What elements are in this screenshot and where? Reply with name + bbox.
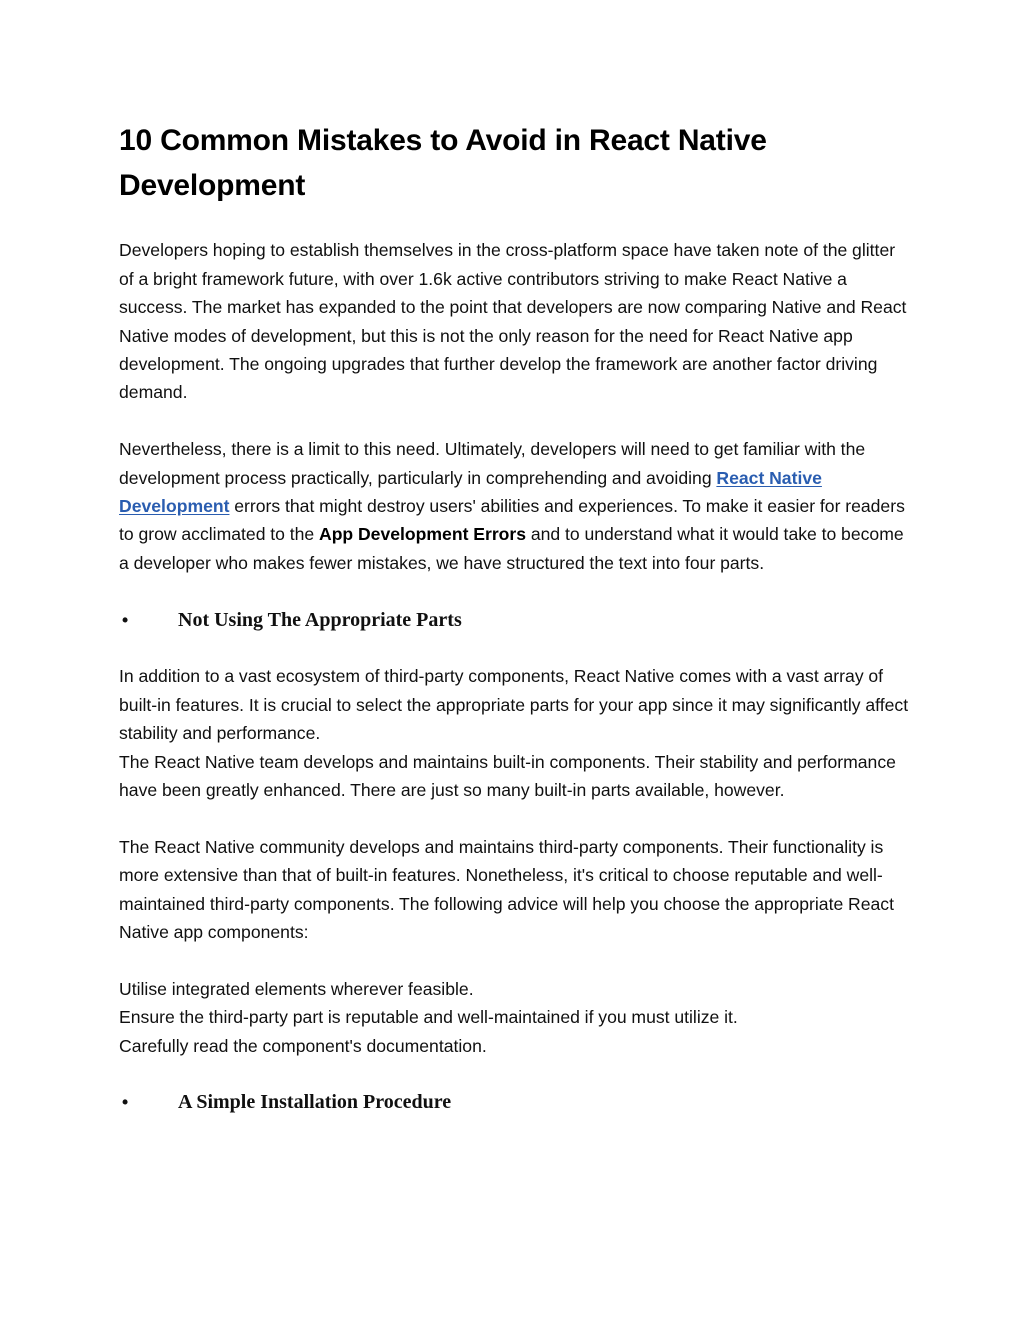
advice-line-1: Utilise integrated elements wherever feasible. [119,978,474,999]
advice-line-2: Ensure the third-party part is reputable and well-maintained if you must utilize it. [119,1007,738,1028]
intro-paragraph: Developers hoping to establish themselves in the cross-platform space have taken note of the glitter of a bright framework future, with over 1.6k active contributors striving to make React Native a success. The market has expanded to the point that developers are now comparing Native and React Native modes of development, but this is not the only reason for the need for React Native app development. The ongoing upgrades that further develop the framework are another factor driving demand. [119,240,907,403]
spacer [119,407,909,435]
bullet-heading-label: Not Using The Appropriate Parts [178,608,462,631]
limit-paragraph [119,435,909,577]
spacer [119,804,909,832]
bullet-heading-appropriate-parts [119,606,909,634]
spacer [119,208,909,236]
react-native-development-link[interactable]: React Native Development [119,467,822,517]
bullet-heading-installation-procedure [119,1088,909,1116]
paragraph-text-segment: errors that might destroy users' abilities and experiences. To make it easier for readers to grow acclimated to the [119,496,905,545]
bullet-point-icon: • [122,609,129,630]
paragraph-text-segment: and to understand what it would take to become a developer who makes fewer mistakes, we have structured the text into four parts. [119,524,904,573]
spacer [119,577,909,605]
document-content [119,118,909,1117]
spacer [119,1060,909,1088]
ecosystem-paragraph: In addition to a vast ecosystem of third-party components, React Native comes with a vast array of built-in features. It is crucial to select the appropriate parts for your app since it may significantly affect stability and performance. [119,666,909,744]
app-development-errors-emphasis: App Development Errors [318,524,527,545]
page-title: 10 Common Mistakes to Avoid in React Native Development [119,124,767,202]
paragraph-text-segment: Nevertheless, there is a limit to this need. Ultimately, developers will need to get familiar with the development process practically, particularly in comprehending and avoiding [119,439,866,488]
bullet-heading-label: A Simple Installation Procedure [178,1091,452,1114]
builtin-paragraph: The React Native team develops and maintains built-in components. Their stability and performance have been greatly enhanced. There are just so many built-in parts available, however. [119,751,896,801]
spacer [119,946,909,974]
advice-line-3: Carefully read the component's documentation. [119,1035,487,1056]
community-paragraph: The React Native community develops and maintains third-party components. Their functionality is more extensive than that of built-in features. Nonetheless, it's critical to choose reputable and well-maintained third-party components. The following advice will help you choose the appropriate React Native app components: [119,836,894,943]
bullet-point-icon: • [122,1092,129,1113]
spacer [119,634,909,662]
